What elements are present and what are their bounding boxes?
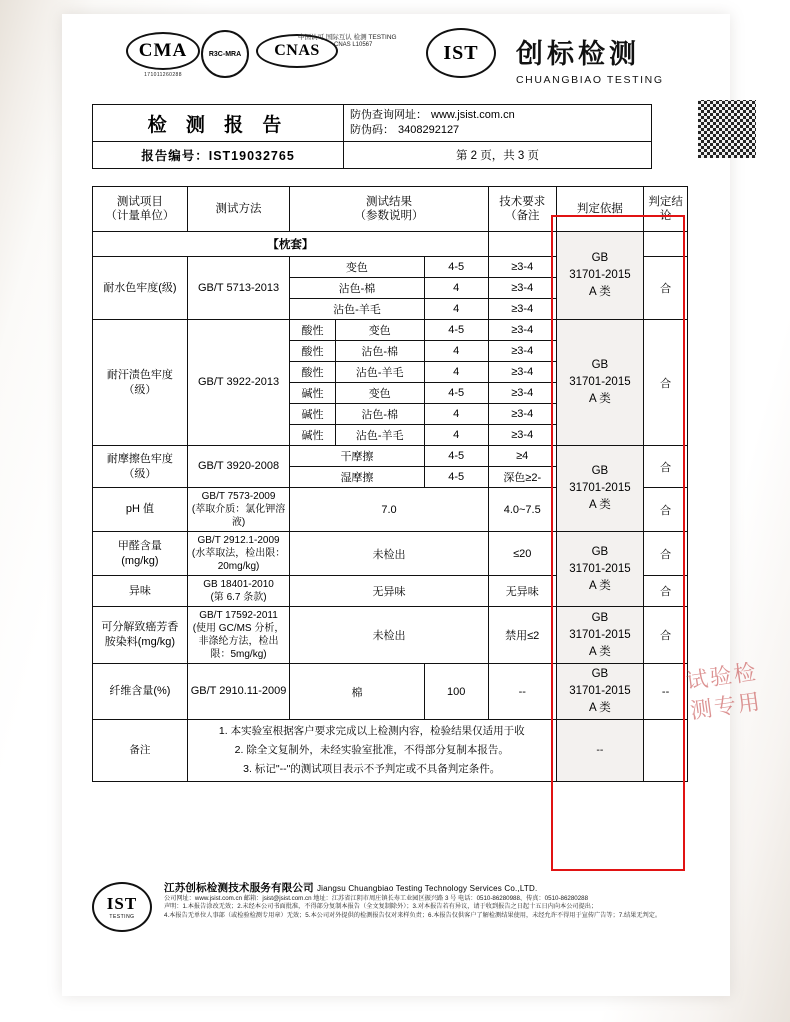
ist-logo [426, 28, 496, 78]
result-condition: 酸性 [290, 320, 336, 341]
item-name: 甲醛含量 (mg/kg) [93, 532, 188, 576]
notes-content [187, 720, 556, 782]
anti-fake-code-label: 防伪码： [350, 124, 394, 136]
result-value: 未检出 [290, 532, 488, 576]
result-req: ≥3-4 [488, 341, 556, 362]
footer-company-cn: 江苏创标检测技术服务有限公司 [164, 882, 314, 894]
result-req: ≥3-4 [488, 362, 556, 383]
header-result: 测试结果 （参数说明） [290, 187, 488, 232]
result-value: 4 [424, 341, 488, 362]
basis-cell-3: GB 31701-2015 A 类 [556, 446, 643, 532]
footer-ist-mark: IST [106, 894, 138, 913]
test-results-table [92, 186, 688, 782]
result-value: 7.0 [290, 488, 488, 532]
footer-ist-logo [92, 882, 152, 932]
result-value: 100 [424, 664, 488, 720]
section-title: 【枕套】 [93, 232, 489, 257]
result-condition: 酸性 [290, 341, 336, 362]
ist-mark: IST [426, 28, 496, 78]
notes-label: 备注 [93, 720, 188, 782]
basis-cell-1: GB 31701-2015 A 类 [556, 232, 643, 320]
result-req: 无异味 [488, 576, 556, 607]
item-conclusion: 合 [644, 257, 688, 320]
result-value: 4-5 [424, 467, 488, 488]
table-row [93, 320, 688, 341]
item-conclusion: 合 [644, 446, 688, 488]
cma-code: 171011260288 [144, 72, 182, 78]
footer-text-block [164, 880, 684, 920]
result-name: 变色 [290, 257, 424, 278]
footer-company-en: Jiangsu Chuangbiao Testing Technology Services Co.,LTD. [316, 884, 538, 893]
footer-contact-line: 公司网址：www.jsist.com.cn 邮箱：jsist@jsist.com.cn 地址：江苏省江阴市周庄镇长寿工业园区振兴路 3 号 电话：0510-86280988、传真：0510-86280288 [164, 895, 589, 902]
item-method: GB/T 2910.11-2009 [187, 664, 290, 720]
result-req: ≥3-4 [488, 383, 556, 404]
result-value: 未检出 [290, 607, 488, 664]
footer-company [164, 880, 684, 895]
result-name: 沾色-羊毛 [335, 425, 424, 446]
table-row [93, 446, 688, 467]
item-conclusion: 合 [644, 576, 688, 607]
result-value: 4 [424, 425, 488, 446]
notes-conclusion [644, 720, 688, 782]
cma-logo [126, 32, 200, 78]
footer-disclaimer-2: 4.本报告无单位人事部（或检验检测专用章）无效；5.本公司对外提供的检测报告仅对来样负责；6.本报告仅供客户了解检测结果使用，未经允许不得用于宣传广告等；7.结果无判定。 [164, 911, 662, 919]
result-name: 沾色-羊毛 [290, 299, 424, 320]
header-conclusion: 判定结论 [644, 187, 688, 232]
item-conclusion: 合 [644, 532, 688, 576]
result-name: 变色 [335, 320, 424, 341]
brand-name-cn: 创标检测 [516, 39, 640, 69]
item-conclusion: 合 [644, 320, 688, 446]
result-req: ≤20 [488, 532, 556, 576]
result-value: 4 [424, 404, 488, 425]
item-name: 耐摩擦色牢度 （级） [93, 446, 188, 488]
notes-row [93, 720, 688, 782]
result-condition: 碱性 [290, 404, 336, 425]
item-method: GB/T 2912.1-2009 (水萃取法，检出限： 20mg/kg) [187, 532, 290, 576]
brand-name-en: CHUANGBIAO TESTING [516, 74, 664, 86]
result-name: 变色 [335, 383, 424, 404]
footer-disclaimer-1: 声明：1.本报告涂改无效；2.未经本公司书面批准，不得部分复制本报告（全文复制除外）；3.对本报告若有异议，请于收到报告之日起十五日内向本公司提出； [164, 903, 598, 911]
anti-fake-site: www.jsist.com.cn [431, 109, 515, 121]
item-method: GB/T 7573-2009 (萃取介质：氯化钾溶 液) [187, 488, 290, 532]
table-row [93, 607, 688, 664]
basis-tail: -- [556, 720, 643, 782]
cnca-logo [201, 30, 249, 78]
brand-block [516, 32, 664, 86]
item-conclusion: 合 [644, 607, 688, 664]
result-value: 4-5 [424, 383, 488, 404]
result-req: ≥3-4 [488, 278, 556, 299]
result-name: 沾色-棉 [335, 341, 424, 362]
qr-code [698, 100, 756, 158]
result-value: 4-5 [424, 446, 488, 467]
result-req: 4.0~7.5 [488, 488, 556, 532]
stamp-mark: 试验检测专用 [684, 658, 764, 724]
header-item: 测试项目 （计量单位） [93, 187, 188, 232]
report-number: IST19032765 [208, 149, 295, 163]
basis-cell-4: GB 31701-2015 A 类 [556, 532, 643, 607]
table-row [93, 664, 688, 720]
result-name: 沾色-羊毛 [335, 362, 424, 383]
item-conclusion: 合 [644, 488, 688, 532]
note-item: 2. 除全文复制外，未经实验室批准，不得部分复制本报告。 [234, 744, 509, 756]
header-method: 测试方法 [187, 187, 290, 232]
basis-cell-5: GB 31701-2015 A 类 [556, 607, 643, 664]
result-condition: 酸性 [290, 362, 336, 383]
item-method: GB/T 17592-2011 (使用 GC/MS 分析， 非涤纶方法，检出 限：5mg/kg) [187, 607, 290, 664]
item-conclusion: -- [644, 664, 688, 720]
cnas-mark: CNAS [256, 34, 338, 68]
note-item: 3. 标记"--"的测试项目表示不予判定或不具备判定条件。 [243, 763, 501, 775]
result-name: 湿摩擦 [290, 467, 424, 488]
cnas-chinese-text: 中国认可 国际互认 检测 TESTING [298, 34, 397, 41]
result-name: 沾色-棉 [290, 278, 424, 299]
table-row [93, 532, 688, 576]
cma-mark: CMA [126, 32, 200, 70]
result-value: 4 [424, 362, 488, 383]
result-name: 沾色-棉 [335, 404, 424, 425]
result-req: ≥3-4 [488, 299, 556, 320]
result-req: ≥3-4 [488, 257, 556, 278]
header-requirement: 技术要求 （备注 [488, 187, 556, 232]
item-name: 耐水色牢度(级) [93, 257, 188, 320]
report-title: 检 测 报 告 [93, 105, 344, 142]
result-req: ≥3-4 [488, 320, 556, 341]
item-method: GB 18401-2010 (第 6.7 条款) [187, 576, 290, 607]
result-value: 4-5 [424, 257, 488, 278]
table-header-row [93, 187, 688, 232]
report-number-cell [93, 142, 344, 169]
result-req: 深色≥2- [488, 467, 556, 488]
cnas-english-code: CNAS L10567 [334, 42, 373, 48]
item-name: 耐汗渍色牢度 （级） [93, 320, 188, 446]
item-method: GB/T 3920-2008 [187, 446, 290, 488]
result-condition: 碱性 [290, 425, 336, 446]
item-name: 异味 [93, 576, 188, 607]
section-row [93, 232, 688, 257]
report-title-table [92, 104, 652, 169]
result-name: 干摩擦 [290, 446, 424, 467]
result-req: -- [488, 664, 556, 720]
item-name: pH 值 [93, 488, 188, 532]
page-info: 第 2 页，共 3 页 [344, 142, 652, 169]
cnca-mark: R3C-MRA [201, 30, 249, 78]
result-value: 4 [424, 299, 488, 320]
item-name: 可分解致癌芳香 胺染料(mg/kg) [93, 607, 188, 664]
basis-cell-2: GB 31701-2015 A 类 [556, 320, 643, 446]
item-name: 纤维含量(%) [93, 664, 188, 720]
result-value: 4 [424, 278, 488, 299]
report-number-label: 报告编号： [141, 149, 209, 163]
anti-fake-cell [344, 105, 652, 142]
header-logo-bar [66, 28, 726, 90]
result-value: 无异味 [290, 576, 488, 607]
result-req: ≥3-4 [488, 404, 556, 425]
note-item: 1. 本实验室根据客户要求完成以上检测内容，检验结果仅适用于收 [218, 725, 525, 737]
footer-ist-sub: TESTING [109, 914, 135, 920]
basis-cell-6: GB 31701-2015 A 类 [556, 664, 643, 720]
result-value: 4-5 [424, 320, 488, 341]
section-req [488, 232, 556, 257]
result-req: ≥3-4 [488, 425, 556, 446]
anti-fake-site-label: 防伪查询网址： [350, 109, 427, 121]
section-conclusion [644, 232, 688, 257]
item-method: GB/T 5713-2013 [187, 257, 290, 320]
header-basis: 判定依据 [556, 187, 643, 232]
result-name: 棉 [290, 664, 424, 720]
result-condition: 碱性 [290, 383, 336, 404]
item-method: GB/T 3922-2013 [187, 320, 290, 446]
result-req: 禁用≤2 [488, 607, 556, 664]
result-req: ≥4 [488, 446, 556, 467]
anti-fake-code: 3408292127 [398, 124, 460, 136]
